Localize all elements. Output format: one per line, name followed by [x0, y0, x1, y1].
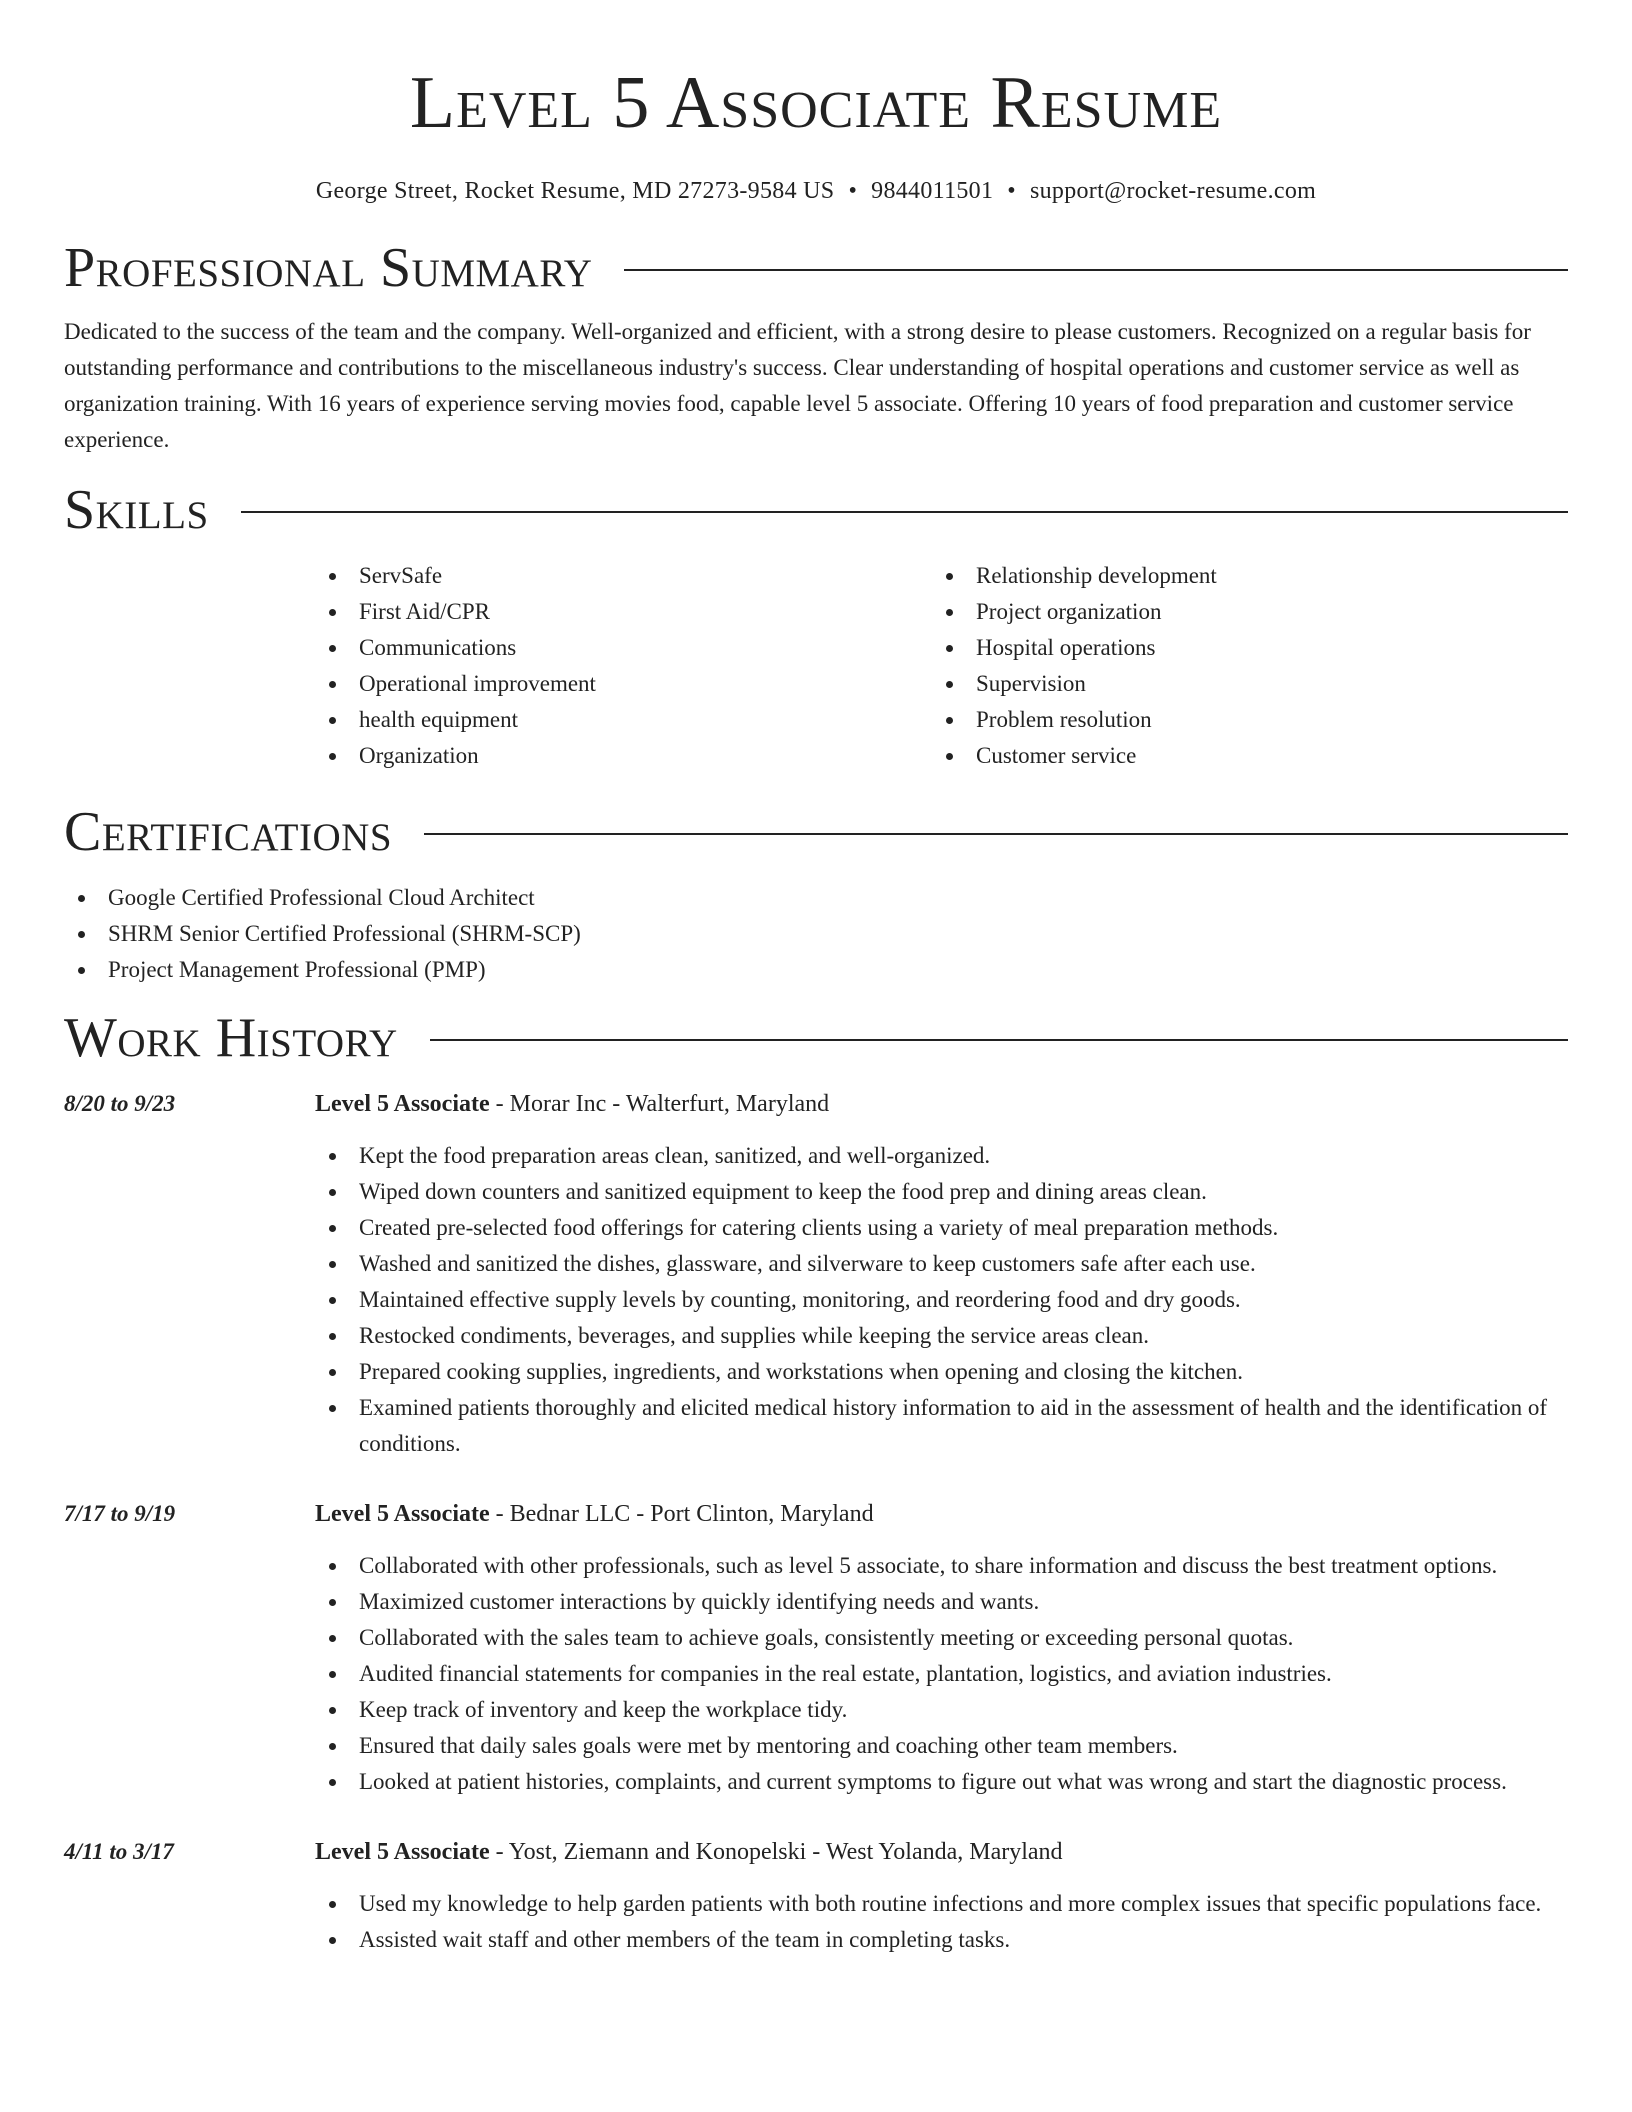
bullet-icon: [329, 1635, 336, 1642]
skill-label: Supervision: [976, 671, 1086, 696]
skill-item: [932, 594, 1549, 630]
skill-label: Problem resolution: [976, 707, 1152, 732]
job-entry: [64, 1086, 1568, 1462]
duty-item: [315, 1548, 1568, 1584]
certification-label: SHRM Senior Certified Professional (SHRM-SCP): [108, 921, 581, 946]
duty-text: Assisted wait staff and other members of the team in completing tasks.: [359, 1927, 1011, 1952]
duty-item: [315, 1922, 1568, 1958]
skill-label: Hospital operations: [976, 635, 1156, 660]
duty-text: Restocked condiments, beverages, and supplies while keeping the service areas clean.: [359, 1323, 1150, 1348]
job-details: [315, 1834, 1568, 1958]
duty-item: [315, 1246, 1568, 1282]
job-duties: [315, 1548, 1568, 1800]
bullet-icon: [946, 573, 953, 580]
skill-item: [315, 666, 932, 702]
skill-item: [932, 666, 1549, 702]
work-history-section-header: [64, 1008, 1568, 1068]
duty-text: Created pre-selected food offerings for catering clients using a variety of meal preparation methods.: [359, 1215, 1279, 1240]
duty-item: [315, 1692, 1568, 1728]
duty-item: [315, 1390, 1568, 1462]
skill-label: First Aid/CPR: [359, 599, 491, 624]
duty-item: [315, 1620, 1568, 1656]
bullet-icon: [329, 1901, 336, 1908]
job-employer: - Yost, Ziemann and Konopelski - West Yolanda, Maryland: [489, 1839, 1063, 1865]
section-divider: [430, 1039, 1568, 1041]
bullet-icon: [329, 1599, 336, 1606]
skill-item: [932, 702, 1549, 738]
duty-text: Audited financial statements for companies in the real estate, plantation, logistics, and aviation industries.: [359, 1661, 1332, 1686]
duty-item: [315, 1584, 1568, 1620]
bullet-icon: [329, 1563, 336, 1570]
job-title: Level 5 Associate: [315, 1501, 490, 1527]
job-details: [315, 1496, 1568, 1800]
skill-label: Organization: [359, 743, 479, 768]
skill-item: [315, 702, 932, 738]
skill-label: health equipment: [359, 707, 519, 732]
job-title: Level 5 Associate: [315, 1091, 490, 1117]
contact-separator: •: [1007, 178, 1016, 204]
duty-text: Keep track of inventory and keep the workplace tidy.: [359, 1697, 848, 1722]
page-title: Level 5 Associate Resume: [409, 62, 1223, 144]
summary-section-header: [64, 238, 1568, 298]
job-heading: [315, 1086, 1568, 1122]
duty-text: Collaborated with other professionals, such as level 5 associate, to share information and discuss the best treatment options.: [359, 1553, 1498, 1578]
duty-item: [315, 1138, 1568, 1174]
duty-text: Ensured that daily sales goals were met by mentoring and coaching other team members.: [359, 1733, 1178, 1758]
bullet-icon: [329, 1779, 336, 1786]
resume-page: [64, 0, 1568, 1958]
job-entry: [64, 1496, 1568, 1800]
skill-label: Customer service: [976, 743, 1137, 768]
summary-text: Dedicated to the success of the team and the company. Well-organized and efficient, with a strong desire to please customers. Recognized on a regular basis for outstanding performance and contributions to the miscellaneous industry's success. Clear understanding of hospital operations and customer service as well as organization training. With 16 years of experience serving movies food, capable level 5 associate. Offering 10 years of food preparation and customer service experience.: [64, 319, 1531, 452]
skills-column-left: [315, 558, 932, 774]
certifications-section-header: [64, 802, 1568, 862]
skills-list: [315, 558, 1568, 774]
skills-section-header: [64, 480, 1568, 540]
bullet-icon: [329, 1937, 336, 1944]
bullet-icon: [329, 1333, 336, 1340]
job-title: Level 5 Associate: [315, 1839, 490, 1865]
section-divider: [241, 511, 1568, 513]
duty-text: Maximized customer interactions by quickly identifying needs and wants.: [359, 1589, 1040, 1614]
certification-label: Google Certified Professional Cloud Architect: [108, 885, 535, 910]
skill-item: [315, 630, 932, 666]
skill-item: [315, 738, 932, 774]
skill-item: [932, 558, 1549, 594]
duty-text: Looked at patient histories, complaints, and current symptoms to figure out what was wrong and start the diagnostic process.: [359, 1769, 1507, 1794]
job-entry: [64, 1834, 1568, 1958]
bullet-icon: [329, 1153, 336, 1160]
contact-phone: 9844011501: [871, 178, 994, 204]
bullet-icon: [946, 681, 953, 688]
bullet-icon: [329, 1743, 336, 1750]
duty-item: [315, 1210, 1568, 1246]
duty-text: Used my knowledge to help garden patients with both routine infections and more complex issues that specific populations face.: [359, 1891, 1542, 1916]
bullet-icon: [329, 1297, 336, 1304]
job-dates: 7/17 to 9/19: [64, 1501, 176, 1526]
bullet-icon: [329, 753, 336, 760]
skill-label: Communications: [359, 635, 517, 660]
job-details: [315, 1086, 1568, 1462]
duty-item: [315, 1656, 1568, 1692]
skill-item: [932, 738, 1549, 774]
bullet-icon: [329, 573, 336, 580]
bullet-icon: [329, 1405, 336, 1412]
bullet-icon: [329, 1671, 336, 1678]
skill-item: [315, 558, 932, 594]
bullet-icon: [329, 1707, 336, 1714]
job-duties: [315, 1886, 1568, 1958]
contact-separator: •: [848, 178, 858, 204]
certifications-heading: Certifications: [64, 801, 393, 863]
contact-email: support@rocket-resume.com: [1029, 178, 1317, 204]
duty-text: Collaborated with the sales team to achieve goals, consistently meeting or exceeding personal quotas.: [359, 1625, 1294, 1650]
job-employer: - Morar Inc - Walterfurt, Maryland: [489, 1091, 830, 1117]
duty-text: Wiped down counters and sanitized equipment to keep the food prep and dining areas clean.: [359, 1179, 1207, 1204]
skills-column-right: [932, 558, 1549, 774]
job-dates: 4/11 to 3/17: [64, 1839, 174, 1864]
duty-item: [315, 1886, 1568, 1922]
job-dates: 8/20 to 9/23: [64, 1091, 176, 1116]
job-heading: [315, 1834, 1568, 1870]
certification-item: [64, 880, 1568, 916]
contact-line: [64, 176, 1568, 206]
bullet-icon: [329, 609, 336, 616]
duty-text: Maintained effective supply levels by counting, monitoring, and reordering food and dry goods.: [359, 1287, 1241, 1312]
bullet-icon: [78, 895, 85, 902]
duty-item: [315, 1764, 1568, 1800]
bullet-icon: [329, 1369, 336, 1376]
certification-label: Project Management Professional (PMP): [108, 957, 486, 982]
section-divider: [624, 269, 1568, 271]
skills-heading: Skills: [64, 479, 209, 541]
skill-label: Relationship development: [976, 563, 1217, 588]
bullet-icon: [946, 753, 953, 760]
certification-item: [64, 916, 1568, 952]
duty-text: Prepared cooking supplies, ingredients, and workstations when opening and closing the kitchen.: [359, 1359, 1244, 1384]
duty-item: [315, 1318, 1568, 1354]
bullet-icon: [78, 931, 85, 938]
duty-item: [315, 1728, 1568, 1764]
skill-label: ServSafe: [359, 563, 443, 588]
duty-item: [315, 1282, 1568, 1318]
duty-item: [315, 1354, 1568, 1390]
job-employer: - Bednar LLC - Port Clinton, Maryland: [489, 1501, 874, 1527]
bullet-icon: [329, 717, 336, 724]
certifications-list: [64, 880, 1568, 988]
bullet-icon: [329, 1261, 336, 1268]
job-duties: [315, 1138, 1568, 1462]
skill-label: Operational improvement: [359, 671, 596, 696]
skill-item: [932, 630, 1549, 666]
bullet-icon: [78, 967, 85, 974]
job-heading: [315, 1496, 1568, 1532]
section-divider: [424, 833, 1568, 835]
duty-text: Washed and sanitized the dishes, glassware, and silverware to keep customers safe after each use.: [359, 1251, 1256, 1276]
contact-address: George Street, Rocket Resume, MD 27273-9584 US: [315, 178, 835, 204]
work-history-heading: Work History: [64, 1007, 398, 1069]
duty-item: [315, 1174, 1568, 1210]
bullet-icon: [329, 1225, 336, 1232]
duty-text: Examined patients thoroughly and elicited medical history information to aid in the assessment of health and the identification of conditions.: [359, 1395, 1548, 1456]
certification-item: [64, 952, 1568, 988]
duty-text: Kept the food preparation areas clean, sanitized, and well-organized.: [359, 1143, 991, 1168]
summary-heading: Professional Summary: [64, 237, 593, 299]
bullet-icon: [946, 717, 953, 724]
bullet-icon: [946, 645, 953, 652]
bullet-icon: [329, 1189, 336, 1196]
bullet-icon: [946, 609, 953, 616]
skill-label: Project organization: [976, 599, 1162, 624]
skill-item: [315, 594, 932, 630]
bullet-icon: [329, 681, 336, 688]
bullet-icon: [329, 645, 336, 652]
